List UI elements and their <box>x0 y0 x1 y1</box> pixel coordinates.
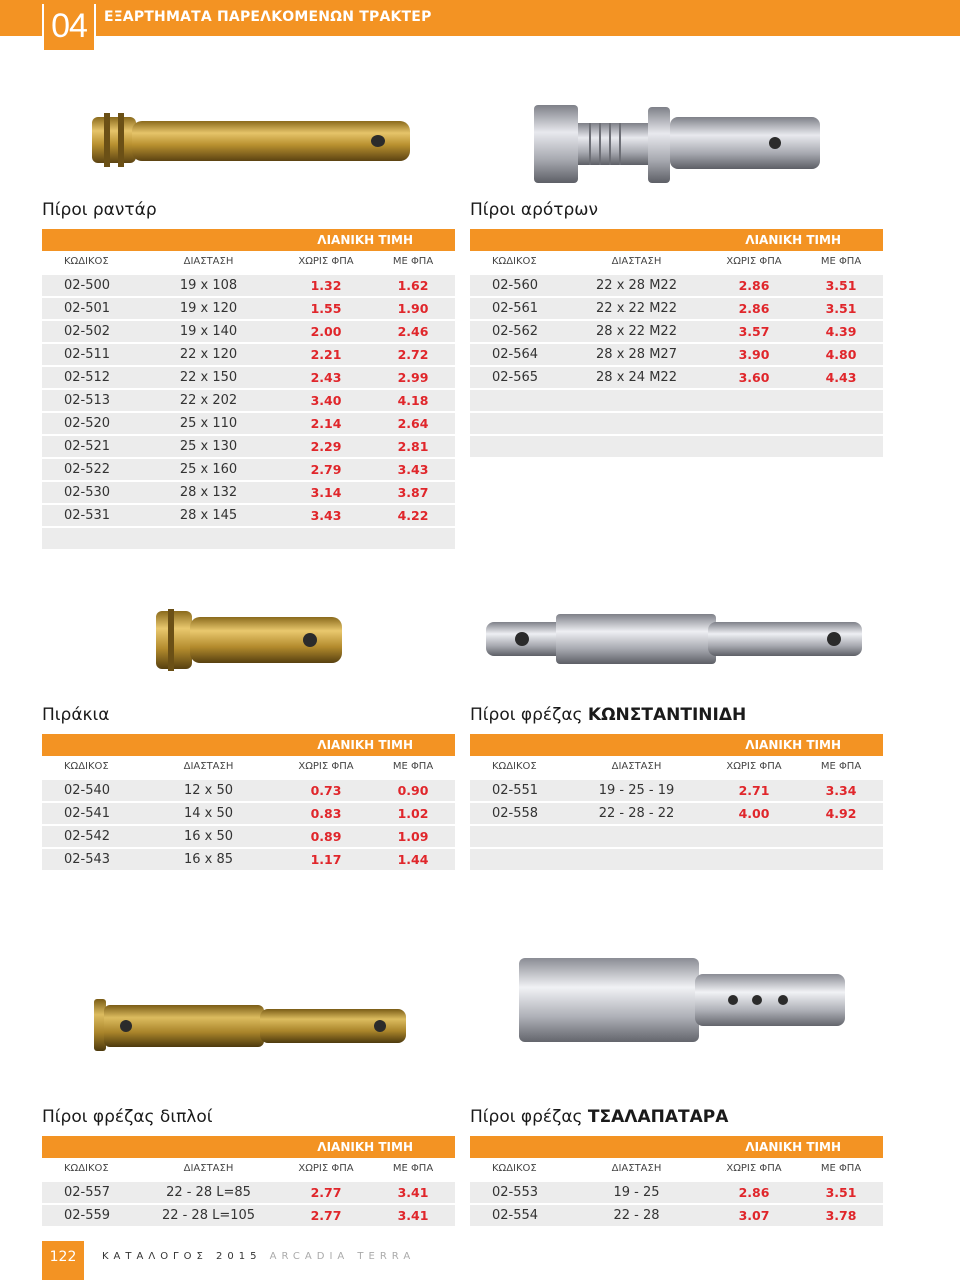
cell-price-vat: 4.92 <box>825 806 857 821</box>
retail-price-header: ΛΙΑΝΙΚΗ ΤΙΜΗ <box>42 734 455 756</box>
cell-dimension <box>564 413 709 434</box>
cell-price-no-vat: 3.14 <box>310 485 342 500</box>
cell-price-vat: 3.34 <box>825 783 857 798</box>
cell-price-vat: 1.90 <box>397 301 429 316</box>
cell-code: 02-522 <box>64 462 111 477</box>
section-title <box>42 1107 455 1133</box>
photo-pin-radar <box>88 105 418 175</box>
cell-price-vat: 2.72 <box>397 347 429 362</box>
column-headers <box>42 251 455 273</box>
retail-price-header: ΛΙΑΝΙΚΗ ΤΙΜΗ <box>42 229 455 251</box>
cell-dimension: 22 - 28 L=105 <box>161 1208 256 1223</box>
table-row <box>42 482 455 503</box>
col-dim-header: ΔΙΑΣΤΑΣΗ <box>611 1163 662 1174</box>
section-title-text: Πίροι ραντάρ <box>42 200 157 220</box>
cell-dimension: 28 x 132 <box>179 485 238 500</box>
cell-code: 02-553 <box>492 1185 539 1200</box>
section-title-text: Πίροι αρότρων <box>470 200 599 220</box>
cell-price-vat <box>371 528 455 549</box>
cell-price-no-vat: 3.07 <box>738 1208 770 1223</box>
cell-price-vat: 4.39 <box>825 324 857 339</box>
section-title <box>470 1107 883 1133</box>
cell-code: 02-558 <box>492 806 539 821</box>
section-title <box>470 705 883 731</box>
col-code-header: ΚΩΔΙΚΟΣ <box>492 761 537 772</box>
table-row <box>42 390 455 411</box>
col-novat-header: ΧΩΡΙΣ ΦΠΑ <box>298 256 354 267</box>
cell-price-no-vat: 2.14 <box>310 416 342 431</box>
col-novat-header: ΧΩΡΙΣ ΦΠΑ <box>726 1163 782 1174</box>
cell-price-no-vat <box>709 390 799 411</box>
cell-code: 02-551 <box>492 783 539 798</box>
col-dim-header: ΔΙΑΣΤΑΣΗ <box>183 761 234 772</box>
cell-dimension: 14 x 50 <box>183 806 234 821</box>
photo-small-pins <box>152 605 352 675</box>
cell-price-no-vat: 0.73 <box>310 783 342 798</box>
cell-price-vat <box>799 413 883 434</box>
header-title: ΕΞΑΡΤΗΜΑΤΑ ΠΑΡΕΛΚΟΜΕΝΩΝ ΤΡΑΚΤΕΡ <box>104 9 432 25</box>
col-vat-header: ΜΕ ΦΠΑ <box>820 256 862 267</box>
section-small-pins <box>42 705 455 870</box>
cell-dimension: 16 x 50 <box>183 829 234 844</box>
col-dim-header: ΔΙΑΣΤΑΣΗ <box>183 1163 234 1174</box>
cell-price-no-vat: 0.89 <box>310 829 342 844</box>
cell-code: 02-511 <box>64 347 111 362</box>
retail-price-header: ΛΙΑΝΙΚΗ ΤΙΜΗ <box>470 229 883 251</box>
cell-dimension: 22 - 28 - 22 <box>598 806 675 821</box>
cell-dimension <box>564 436 709 457</box>
cell-price-vat: 4.22 <box>397 508 429 523</box>
table-row <box>42 1182 455 1203</box>
retail-price-header: ΛΙΑΝΙΚΗ ΤΙΜΗ <box>470 734 883 756</box>
retail-price-header: ΛΙΑΝΙΚΗ ΤΙΜΗ <box>470 1136 883 1158</box>
cell-dimension: 28 x 22 M22 <box>596 324 677 339</box>
cell-price-no-vat: 2.86 <box>738 278 770 293</box>
cell-code: 02-561 <box>492 301 539 316</box>
cell-price-vat: 2.46 <box>397 324 429 339</box>
cell-dimension: 22 x 28 M22 <box>596 278 677 293</box>
section-pins-radar <box>42 200 455 549</box>
table-row <box>470 849 883 870</box>
cell-code: 02-500 <box>64 278 111 293</box>
column-headers <box>470 1158 883 1180</box>
cell-price-no-vat: 2.71 <box>738 783 770 798</box>
cell-price-vat: 1.02 <box>397 806 429 821</box>
cell-code: 02-562 <box>492 324 539 339</box>
cell-price-no-vat: 2.00 <box>310 324 342 339</box>
cell-price-no-vat: 2.77 <box>310 1185 342 1200</box>
col-dim-header: ΔΙΑΣΤΑΣΗ <box>611 256 662 267</box>
cell-price-vat: 2.64 <box>397 416 429 431</box>
cell-code <box>470 390 564 411</box>
footer-brand: ARCADIA TERRA <box>269 1251 416 1262</box>
cell-price-no-vat <box>709 413 799 434</box>
cell-dimension: 22 x 150 <box>179 370 238 385</box>
table-row <box>42 459 455 480</box>
cell-code: 02-541 <box>64 806 111 821</box>
cell-dimension: 22 x 202 <box>179 393 238 408</box>
cell-price-vat: 3.41 <box>397 1185 429 1200</box>
cell-price-no-vat <box>709 849 799 870</box>
section-title <box>42 705 455 731</box>
photo-double-pin <box>90 995 410 1055</box>
cell-price-no-vat: 1.55 <box>310 301 342 316</box>
cell-code: 02-559 <box>64 1208 111 1223</box>
photo-tsalapatara-pin <box>515 950 850 1060</box>
section-title-highlight: ΚΩΝΣΤΑΝΤΙΝΙΔΗ <box>587 705 747 725</box>
cell-price-vat: 4.43 <box>825 370 857 385</box>
cell-dimension <box>136 528 281 549</box>
table-row <box>42 275 455 296</box>
cell-dimension: 25 x 160 <box>179 462 238 477</box>
cell-price-vat: 3.78 <box>825 1208 857 1223</box>
table-row <box>42 367 455 388</box>
cell-price-vat: 3.51 <box>825 301 857 316</box>
cell-dimension <box>564 826 709 847</box>
cell-dimension: 25 x 130 <box>179 439 238 454</box>
section-title-text: Πίροι φρέζας <box>470 1107 588 1127</box>
table-row <box>470 275 883 296</box>
section-title <box>470 200 883 226</box>
cell-code: 02-521 <box>64 439 111 454</box>
cell-price-vat <box>799 849 883 870</box>
col-dim-header: ΔΙΑΣΤΑΣΗ <box>611 761 662 772</box>
cell-price-vat: 3.51 <box>825 1185 857 1200</box>
cell-code: 02-554 <box>492 1208 539 1223</box>
cell-price-no-vat: 2.79 <box>310 462 342 477</box>
cell-dimension: 19 - 25 <box>613 1185 660 1200</box>
cell-price-vat: 1.09 <box>397 829 429 844</box>
cell-code: 02-502 <box>64 324 111 339</box>
cell-price-no-vat: 1.17 <box>310 852 342 867</box>
cell-price-no-vat: 2.21 <box>310 347 342 362</box>
table-row <box>42 321 455 342</box>
section-title-highlight: ΤΣΑΛΑΠΑΤΑΡΑ <box>587 1107 729 1127</box>
col-vat-header: ΜΕ ΦΠΑ <box>820 1163 862 1174</box>
col-vat-header: ΜΕ ΦΠΑ <box>392 1163 434 1174</box>
cell-code: 02-542 <box>64 829 111 844</box>
section-title-text: Πιράκια <box>42 705 110 725</box>
cell-price-vat: 3.87 <box>397 485 429 500</box>
cell-price-no-vat: 3.90 <box>738 347 770 362</box>
cell-code: 02-531 <box>64 508 111 523</box>
col-vat-header: ΜΕ ΦΠΑ <box>392 256 434 267</box>
cell-price-no-vat: 3.57 <box>738 324 770 339</box>
cell-code: 02-564 <box>492 347 539 362</box>
cell-code: 02-512 <box>64 370 111 385</box>
cell-price-no-vat <box>709 826 799 847</box>
cell-code: 02-565 <box>492 370 539 385</box>
column-headers <box>470 756 883 778</box>
cell-code: 02-530 <box>64 485 111 500</box>
cell-code <box>470 436 564 457</box>
col-novat-header: ΧΩΡΙΣ ΦΠΑ <box>726 256 782 267</box>
table-row <box>470 413 883 434</box>
section-title-text: Πίροι φρέζας διπλοί <box>42 1107 213 1127</box>
cell-price-vat: 4.80 <box>825 347 857 362</box>
cell-price-no-vat: 0.83 <box>310 806 342 821</box>
cell-price-no-vat <box>709 436 799 457</box>
col-vat-header: ΜΕ ΦΠΑ <box>820 761 862 772</box>
table-row <box>470 1182 883 1203</box>
cell-dimension: 22 - 28 <box>613 1208 660 1223</box>
section-pins-tsalapatara <box>470 1107 883 1226</box>
cell-price-vat: 1.44 <box>397 852 429 867</box>
cell-code: 02-543 <box>64 852 111 867</box>
table-row <box>42 803 455 824</box>
cell-dimension: 28 x 24 M22 <box>596 370 677 385</box>
table-row <box>470 321 883 342</box>
table-row <box>470 367 883 388</box>
cell-price-no-vat: 3.60 <box>738 370 770 385</box>
column-headers <box>42 756 455 778</box>
column-headers <box>42 1158 455 1180</box>
cell-dimension: 19 x 108 <box>179 278 238 293</box>
col-code-header: ΚΩΔΙΚΟΣ <box>492 1163 537 1174</box>
table-row <box>470 390 883 411</box>
col-code-header: ΚΩΔΙΚΟΣ <box>64 1163 109 1174</box>
table-row <box>470 344 883 365</box>
photo-rotovator-pin <box>482 608 867 668</box>
cell-dimension: 19 x 120 <box>179 301 238 316</box>
table-row <box>42 505 455 526</box>
cell-price-no-vat: 3.40 <box>310 393 342 408</box>
cell-code: 02-501 <box>64 301 111 316</box>
cell-dimension <box>564 849 709 870</box>
section-pins-double <box>42 1107 455 1226</box>
section-pins-plough <box>470 200 883 457</box>
cell-price-vat: 2.81 <box>397 439 429 454</box>
table-row <box>470 826 883 847</box>
table-row <box>42 344 455 365</box>
chapter-number: 04 <box>42 4 96 52</box>
cell-price-no-vat: 2.86 <box>738 1185 770 1200</box>
cell-code <box>470 849 564 870</box>
page-number: 122 <box>42 1241 84 1280</box>
col-code-header: ΚΩΔΙΚΟΣ <box>492 256 537 267</box>
cell-price-no-vat: 2.29 <box>310 439 342 454</box>
table-row <box>42 826 455 847</box>
cell-code: 02-560 <box>492 278 539 293</box>
section-title-text: Πίροι φρέζας <box>470 705 588 725</box>
cell-code: 02-513 <box>64 393 111 408</box>
cell-dimension: 25 x 110 <box>179 416 238 431</box>
table-row <box>42 1205 455 1226</box>
table-row <box>42 528 455 549</box>
col-code-header: ΚΩΔΙΚΟΣ <box>64 256 109 267</box>
cell-dimension: 28 x 28 M27 <box>596 347 677 362</box>
table-row <box>42 298 455 319</box>
cell-dimension: 28 x 145 <box>179 508 238 523</box>
retail-price-header: ΛΙΑΝΙΚΗ ΤΙΜΗ <box>42 1136 455 1158</box>
section-title <box>42 200 455 226</box>
cell-dimension: 22 x 120 <box>179 347 238 362</box>
cell-price-vat: 3.41 <box>397 1208 429 1223</box>
cell-code <box>470 826 564 847</box>
cell-price-vat: 0.90 <box>397 783 429 798</box>
table-row <box>42 849 455 870</box>
cell-price-vat <box>799 390 883 411</box>
cell-price-vat: 3.43 <box>397 462 429 477</box>
footer-catalog: ΚΑΤΑΛΟΓΟΣ 2015 <box>102 1251 262 1262</box>
cell-dimension: 19 - 25 - 19 <box>598 783 675 798</box>
cell-price-no-vat: 3.43 <box>310 508 342 523</box>
cell-code <box>470 413 564 434</box>
cell-price-no-vat: 1.32 <box>310 278 342 293</box>
cell-code <box>42 528 136 549</box>
cell-dimension <box>564 390 709 411</box>
table-row <box>42 436 455 457</box>
table-row <box>470 298 883 319</box>
cell-price-vat: 3.51 <box>825 278 857 293</box>
table-row <box>42 780 455 801</box>
cell-price-no-vat <box>281 528 371 549</box>
cell-price-no-vat: 2.86 <box>738 301 770 316</box>
cell-dimension: 16 x 85 <box>183 852 234 867</box>
cell-price-no-vat: 2.43 <box>310 370 342 385</box>
cell-price-vat: 2.99 <box>397 370 429 385</box>
col-novat-header: ΧΩΡΙΣ ΦΠΑ <box>298 1163 354 1174</box>
cell-code: 02-540 <box>64 783 111 798</box>
col-novat-header: ΧΩΡΙΣ ΦΠΑ <box>726 761 782 772</box>
cell-price-no-vat: 4.00 <box>738 806 770 821</box>
cell-price-vat: 4.18 <box>397 393 429 408</box>
cell-price-no-vat: 2.77 <box>310 1208 342 1223</box>
table-row <box>470 436 883 457</box>
cell-price-vat <box>799 826 883 847</box>
photo-pin-plough <box>530 95 830 195</box>
col-novat-header: ΧΩΡΙΣ ΦΠΑ <box>298 761 354 772</box>
table-row <box>42 413 455 434</box>
table-row <box>470 780 883 801</box>
table-row <box>470 803 883 824</box>
col-dim-header: ΔΙΑΣΤΑΣΗ <box>183 256 234 267</box>
cell-dimension: 22 x 22 M22 <box>596 301 677 316</box>
cell-price-vat: 1.62 <box>397 278 429 293</box>
section-pins-konstantinidis <box>470 705 883 870</box>
cell-code: 02-520 <box>64 416 111 431</box>
col-vat-header: ΜΕ ΦΠΑ <box>392 761 434 772</box>
cell-dimension: 22 - 28 L=85 <box>166 1185 251 1200</box>
table-row <box>470 1205 883 1226</box>
cell-price-vat <box>799 436 883 457</box>
cell-dimension: 12 x 50 <box>183 783 234 798</box>
footer-text <box>102 1251 415 1262</box>
col-code-header: ΚΩΔΙΚΟΣ <box>64 761 109 772</box>
cell-dimension: 19 x 140 <box>179 324 238 339</box>
cell-code: 02-557 <box>64 1185 111 1200</box>
column-headers <box>470 251 883 273</box>
